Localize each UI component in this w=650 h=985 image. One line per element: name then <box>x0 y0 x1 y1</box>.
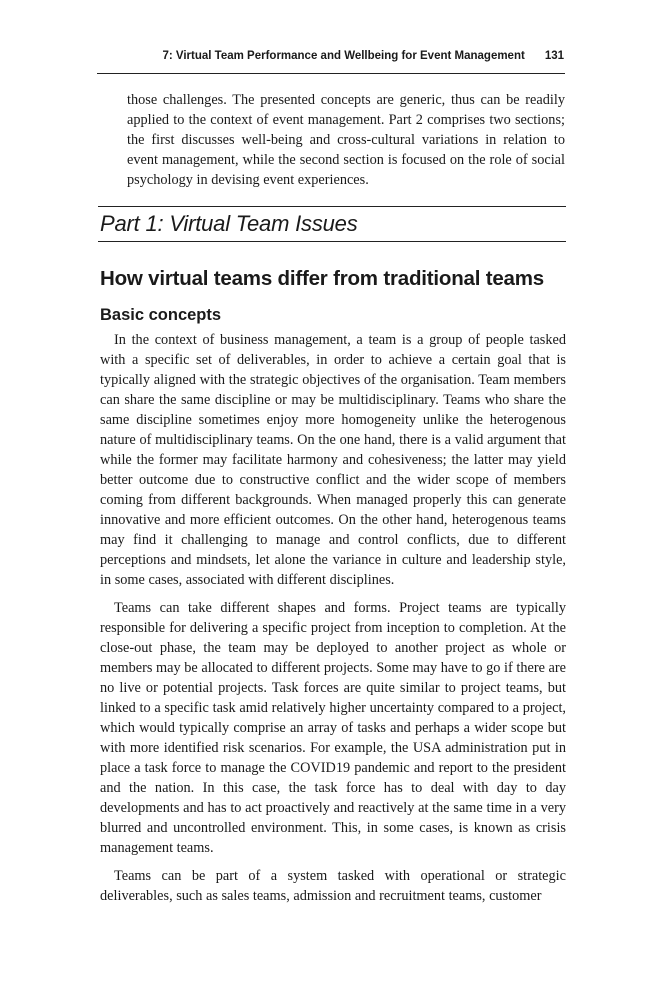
paragraph: Teams can take different shapes and forms. Project teams are typically responsible for delivering a specific project from inception to completion. At the close-out phase, the team may be deployed to another project as whole or members may be allocated to different projects. Some may have to go if there are no live or potential projects. Task forces are quite similar to project teams, but linked to a specific task amid relatively higher uncertainty compared to a project, which would typically comprise an array of tasks and perhaps a wider scope but with more identified risk scenarios. For example, the USA administration put in place a task force to manage the COVID19 pandemic and report to the president and the nation. In this case, the task force has to deal with day to day developments and has to act proactively and reactively at the same time in a very blurred and uncontrolled environment. This, in some cases, is known as crisis management teams. <box>100 600 566 856</box>
part-rule-bottom <box>98 241 566 242</box>
body-text <box>100 330 566 906</box>
paragraph: In the context of business management, a team is a group of people tasked with a specific set of deliverables, in order to achieve a certain goal that is typically aligned with the strategic objectives of the organisation. Team members can share the same discipline or may be multidisciplinary. Teams who share the same discipline sometimes enjoy more homogeneity unlike the heterogenous nature of multidisciplinary teams. On the one hand, there is a valid argument that while the former may facilitate harmony and cohesiveness; the latter may yield better outcome due to constructive conflict and the wider scope of members coming from different backgrounds. When managed properly this can generate innovative and more efficient outcomes. On the other hand, heterogenous teams may find it challenging to manage and control conflicts, due to different perceptions and mindsets, let alone the variance in culture and leadership style, in some cases, associated with different disciplines. <box>100 332 566 588</box>
running-head <box>98 50 564 62</box>
section-title: How virtual teams differ from traditional teams <box>100 267 544 290</box>
running-head-title: 7: Virtual Team Performance and Wellbeing for Event Management <box>162 50 525 62</box>
intro-paragraph: those challenges. The presented concepts are generic, thus can be readily applied to the context of event management. Part 2 comprises two sections; the first discusses well-being and cross-cultural variations in relation to event management, while the second section is focused on the role of social psychology in devising event experiences. <box>127 92 565 188</box>
part-rule-top <box>98 206 566 207</box>
part-title: Part 1: Virtual Team Issues <box>100 211 358 236</box>
paragraph: Teams can be part of a system tasked with operational or strategic deliverables, such as sales teams, admission and recruitment teams, customer <box>100 868 566 904</box>
header-rule <box>97 73 565 74</box>
subsection-title: Basic concepts <box>100 306 222 324</box>
page-number: 131 <box>544 50 564 62</box>
